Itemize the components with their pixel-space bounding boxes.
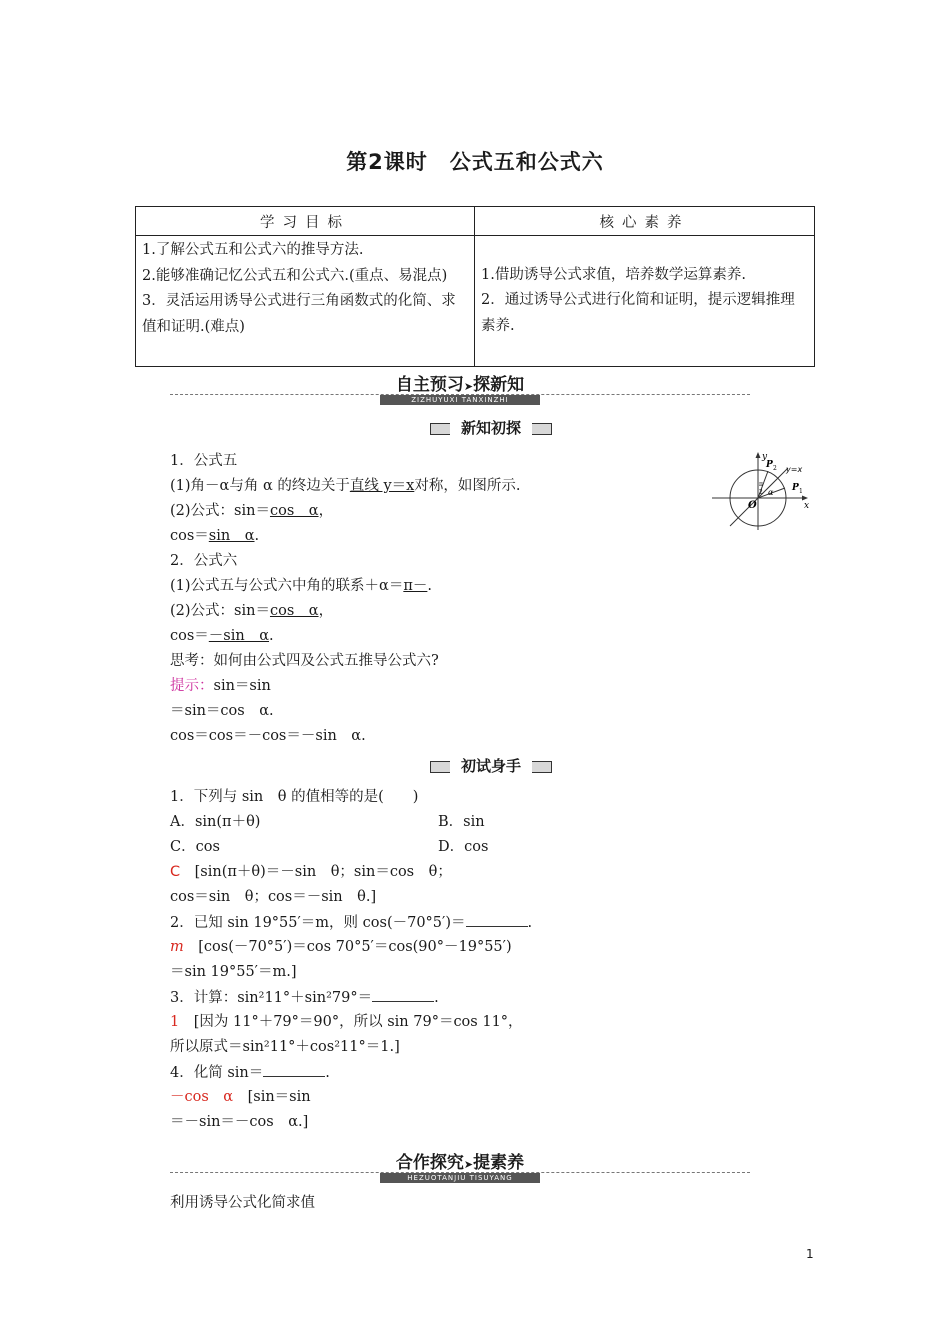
unit-circle-figure [708,450,812,532]
text-line: 2．公式六 [170,553,238,569]
option-c: C．cos [170,839,220,855]
svg-text:1: 1 [799,488,803,495]
tag-first-try: 初试身手 [430,755,552,777]
banner-main: 自主预习 [395,375,464,395]
table-header-goals: 学习目标 [136,207,475,236]
pi-label: π [759,481,763,488]
question-2: 2．已知 sin 19°55′＝m，则 cos(－70°5′)＝ . [170,912,532,933]
option-a: A．sin(π＋θ) [170,814,261,830]
answer-2: m [cos(－70°5′)＝cos 70°5′＝cos(90°－19°55′) [170,939,512,955]
answer-1: C [sin(π＋θ)＝－sin θ；sin＝cos θ； [170,864,452,880]
page-number: 1 [806,1247,814,1261]
text-line: (2)公式：sin＝cos α， [170,503,334,519]
banner-strong: 探新知 [473,375,525,395]
section-banner-explore: 合作探究➤提素养 HEZUOTANJIU TISUYANG [170,1146,750,1186]
text-line: ＝sin 19°55′＝m.] [170,964,297,980]
p1-label: P [792,483,799,493]
section-banner-preview: 自主预习➤探新知 ZIZHUYUXI TANXINZHI [170,368,750,408]
y-axis-label: y [762,452,768,462]
answer-4: －cos α [sin＝sin [170,1089,311,1105]
goal-item: 1.了解公式五和公式六的推导方法. [142,242,364,258]
text-line: cos＝sin θ；cos＝－sin θ.] [170,889,377,905]
p2-label: P [766,460,773,470]
text-line: ＝－sin＝－cos α.] [170,1114,309,1130]
x-axis-label: x [804,501,810,511]
literacy-item: 2．通过诱导公式进行化简和证明，提示逻辑推理素养. [481,292,795,334]
svg-text:2: 2 [773,465,777,472]
tag-new-knowledge: 新知初探 [430,417,552,439]
origin-label: O [748,500,757,511]
goals-cell [136,236,475,367]
answer-3: 1 [因为 11°＋79°＝90°，所以 sin 79°＝cos 11°， [170,1014,523,1030]
banner-pinyin: ZIZHUYUXI TANXINZHI [380,395,540,405]
text-line: cos＝cos＝－cos＝－sin α. [170,728,366,744]
text-line: ＝sin＝cos α. [170,703,274,719]
option-b: B．sin [438,814,485,830]
literacy-item: 1.借助诱导公式求值，培养数学运算素养. [481,266,746,283]
banner-main: 合作探究 [395,1153,464,1173]
question-3: 3．计算：sin²11°＋sin²79°＝ . [170,987,439,1008]
banner-strong: 提素养 [473,1153,525,1173]
page-title: 第2课时 公式五和公式六 [346,150,604,174]
text-line: (2)公式：sin＝cos α， [170,603,334,619]
text-line: cos＝sin α. [170,528,260,544]
text-line: cos＝－sin α. [170,628,274,644]
text-line: 提示：sin＝sin [170,678,271,694]
literacy-cell [475,236,815,367]
banner-pinyin: HEZUOTANJIU TISUYANG [380,1173,540,1183]
table-header-literacy: 核心素养 [475,207,815,236]
line-yx-label: y=x [786,465,803,474]
svg-text:2: 2 [759,489,763,496]
alpha-label: α [768,488,774,497]
text-line: 思考：如何由公式四及公式五推导公式六? [170,653,439,669]
objectives-table [135,206,815,367]
text-line: (1)公式五与公式六中角的联系＋α＝π－. [170,578,432,594]
option-d: D．cos [438,839,489,855]
question-4: 4．化简 sin＝ . [170,1062,330,1083]
goal-item: 2.能够准确记忆公式五和公式六.(重点、易混点) [142,267,448,284]
question-1: 1．下列与 sin θ 的值相等的是( ) [170,789,419,805]
text-line: 1．公式五 [170,453,238,469]
hint-label: 提示： [170,678,214,694]
section-heading: 利用诱导公式化简求值 [170,1195,315,1211]
text-line: 所以原式＝sin²11°＋cos²11°＝1.] [170,1039,400,1055]
text-line: (1)角－α与角 α 的终边关于直线 y＝x对称，如图所示. [170,478,521,494]
goal-item: 3．灵活运用诱导公式进行三角函数式的化简、求值和证明.(难点) [142,293,456,335]
